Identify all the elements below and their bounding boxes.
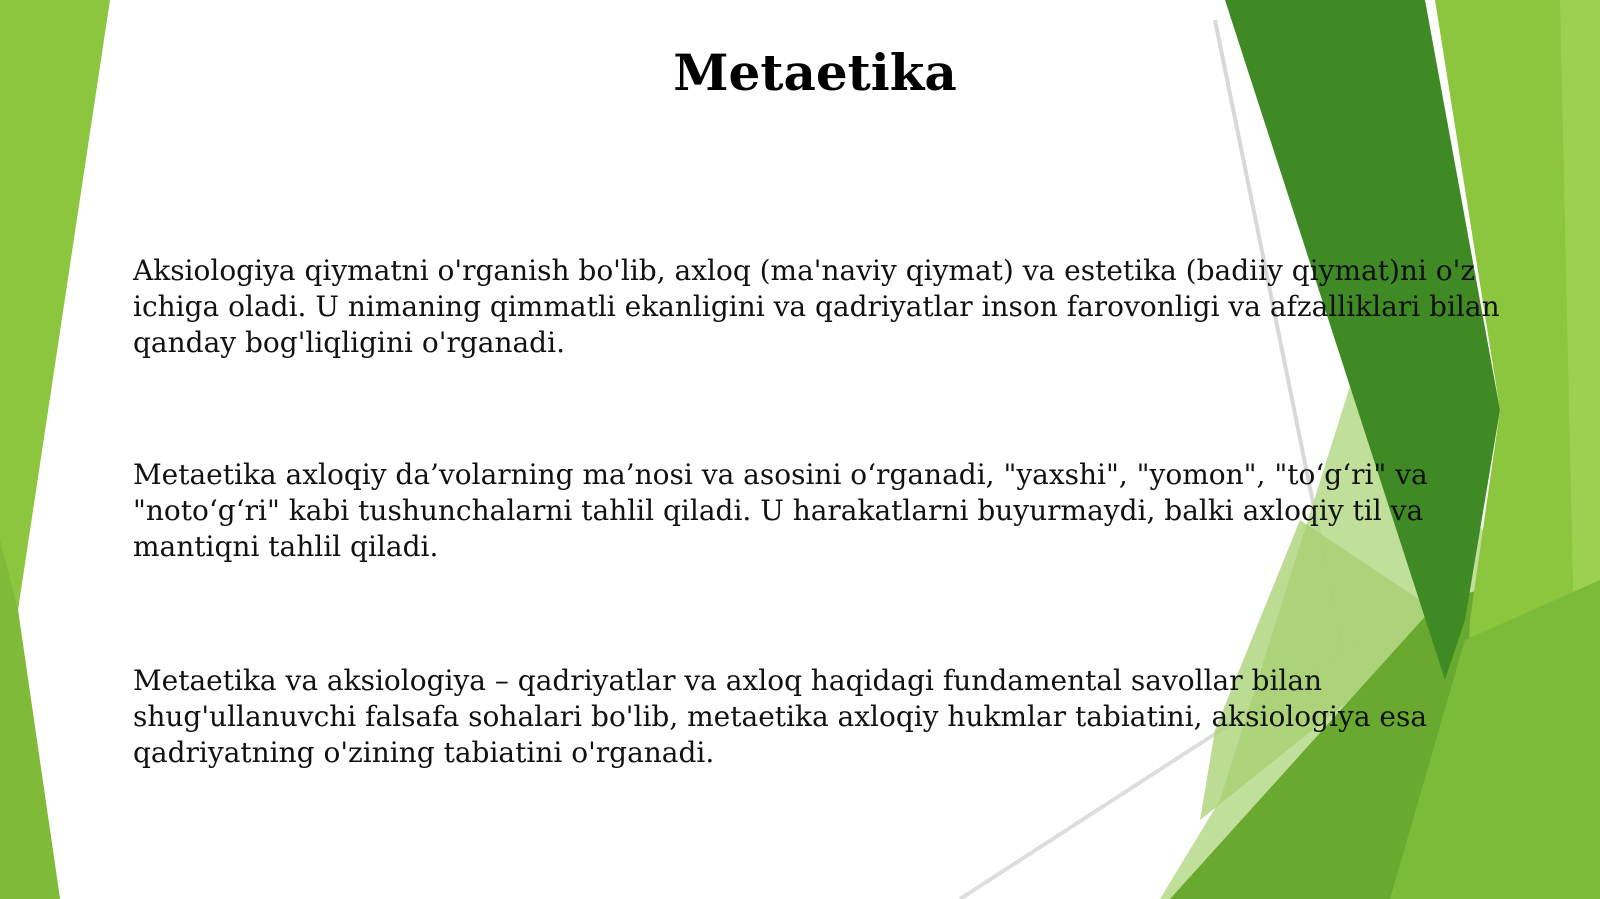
slide-title: Metaetika (673, 43, 957, 102)
left-green-shadow (0, 540, 60, 899)
paragraph-aksiologiya: Aksiologiya qiymatni o'rganish bo'lib, axloq (ma'naviy qiymat) va estetika (badiiy qiymat)ni o'z ichiga oladi. U nimaning qimmatli ekanligini va qadriyatlar inson farovonligi va afzalliklari bilan qanday bog'liqligini o'rganadi. (133, 254, 1500, 359)
paragraph-summary: Metaetika va aksiologiya – qadriyatlar va axloq haqidagi fundamental savollar bilan shug'ullanuvchi falsafa sohalari bo'lib, metaetika axloqiy hukmlar tabiatini, aksiologiya esa qadriyatning o'zining tabiatini o'rganadi. (133, 664, 1428, 769)
paragraph-metaetika: Metaetika axloqiy da’volarning ma’nosi va asosini o‘rganadi, "yaxshi", "yomon", "to‘g‘ri" va "noto‘g‘ri" kabi tushunchalarni tahlil qiladi. U harakatlarni buyurmaydi, balki axloqiy til va mantiqni tahlil qiladi. (133, 458, 1428, 563)
